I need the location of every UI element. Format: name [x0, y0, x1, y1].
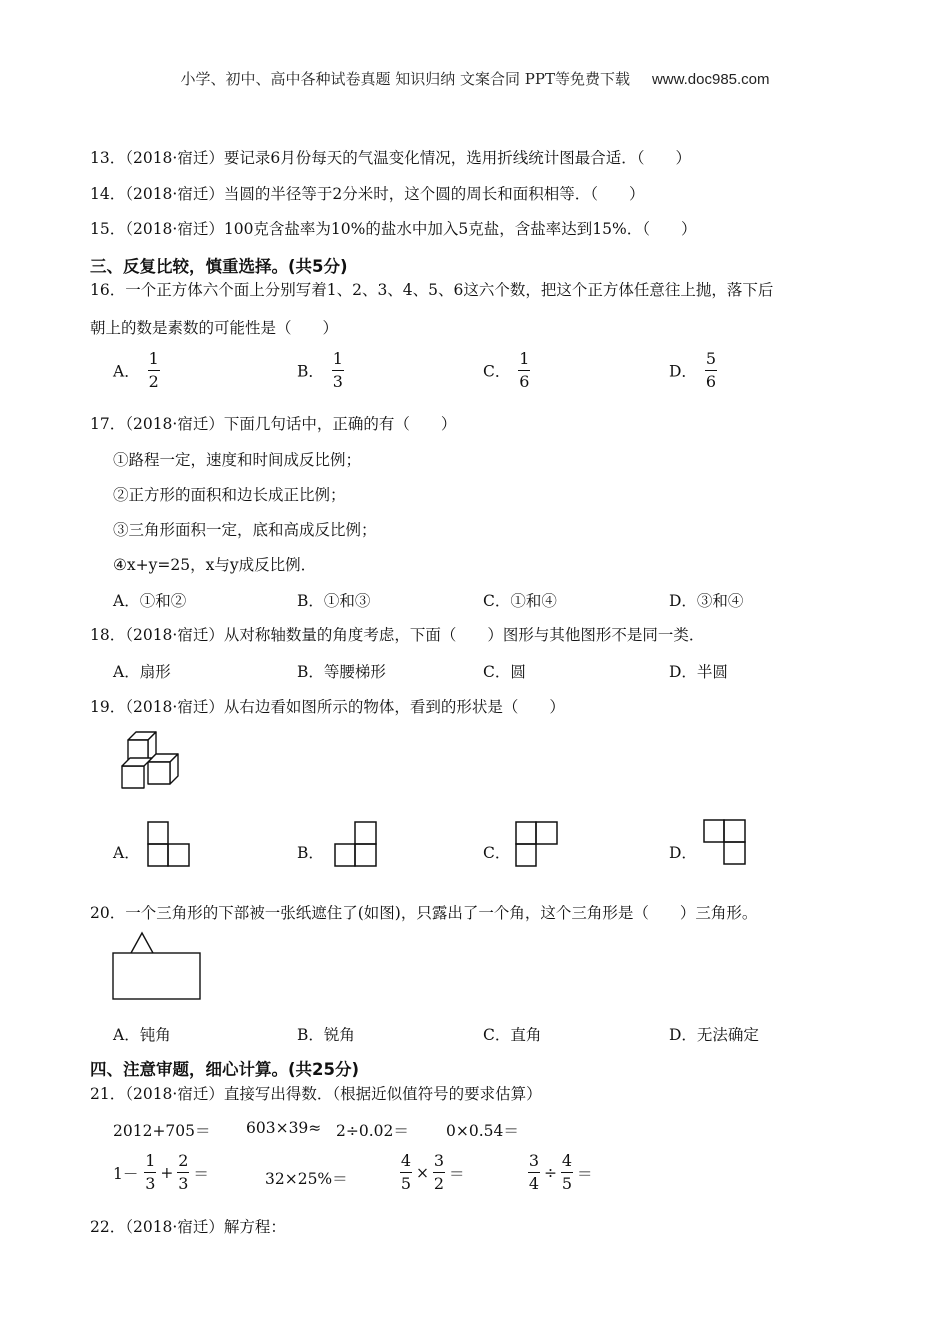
- calc-item-fraction-1: 1－ $\frac{1}{3}$ + $\frac{2}{3}$ ＝: [113, 1151, 209, 1193]
- q20-option-d[interactable]: D．无法确定: [669, 1026, 759, 1044]
- cube-stack-figure: [118, 726, 188, 792]
- q18-option-c[interactable]: C．圆: [483, 663, 526, 681]
- q19-option-a-shape: [146, 820, 192, 868]
- question-13: 13．（2018·宿迁）要记录6月份每天的气温变化情况，选用折线统计图最合适．（ ）: [90, 149, 691, 167]
- q17-statement-1: ①路程一定，速度和时间成反比例；: [113, 451, 362, 469]
- q17-option-b[interactable]: B．①和③: [297, 592, 371, 610]
- calc-item-fraction-4: $\frac{3}{4}$ ÷ $\frac{4}{5}$ ＝: [528, 1151, 593, 1193]
- q16-option-d[interactable]: [669, 350, 717, 391]
- q17-statement-2: ②正方形的面积和边长成正比例；: [113, 486, 346, 504]
- calc-item: 603×39≈: [246, 1119, 322, 1137]
- question-22: 22．（2018·宿迁）解方程：: [90, 1218, 286, 1236]
- q19-option-b[interactable]: B．: [297, 844, 324, 862]
- option-label: D．: [669, 362, 697, 381]
- q19-option-b-shape: [333, 820, 379, 868]
- q17-option-c[interactable]: C．①和④: [483, 592, 557, 610]
- q18-option-d[interactable]: D．半圆: [669, 663, 728, 681]
- page-header: [0, 68, 950, 89]
- fraction: $\frac{5}{6}$: [705, 349, 717, 391]
- q18-option-b[interactable]: B．等腰梯形: [297, 663, 386, 681]
- section-3-title: 三、反复比较，慎重选择。(共5分): [90, 257, 348, 276]
- calc-item-fraction-3: $\frac{4}{5}$ × $\frac{3}{2}$ ＝: [400, 1151, 465, 1193]
- covered-triangle-figure: [111, 931, 203, 1003]
- q17-statement-3: ③三角形面积一定，底和高成反比例；: [113, 521, 377, 539]
- q17-option-a[interactable]: A．①和②: [113, 592, 187, 610]
- option-label: B．: [297, 362, 324, 381]
- q19-option-a[interactable]: A．: [113, 844, 140, 862]
- q17-option-d[interactable]: D．③和④: [669, 592, 744, 610]
- q16-option-c[interactable]: [483, 350, 530, 391]
- calc-item: 2012+705＝: [113, 1122, 211, 1140]
- q16-option-a[interactable]: [113, 350, 160, 391]
- q19-option-d-shape: [702, 818, 748, 866]
- option-label: C．: [483, 362, 511, 381]
- option-label: A．: [113, 362, 140, 381]
- question-18: 18．（2018·宿迁）从对称轴数量的角度考虑，下面（ ）图形与其他图形不是同一类．: [90, 626, 705, 644]
- calc-item-percent: 32×25%＝: [265, 1170, 348, 1188]
- q16-option-b[interactable]: [297, 350, 344, 391]
- fraction: $\frac{1}{3}$: [332, 349, 343, 391]
- q20-option-c[interactable]: C．直角: [483, 1026, 542, 1044]
- question-16-line1: 16．一个正方体六个面上分别写着1、2、3、4、5、6这六个数，把这个正方体任意往上抛，落下后: [90, 281, 774, 299]
- question-17: 17．（2018·宿迁）下面几句话中，正确的有（ ）: [90, 415, 457, 433]
- question-16-line2: 朝上的数是素数的可能性是（ ）: [90, 319, 339, 337]
- header-text: 小学、初中、高中各种试卷真题 知识归纳 文案合同 PPT等免费下载: [180, 70, 630, 88]
- question-20: 20．一个三角形的下部被一张纸遮住了(如图)，只露出了一个角，这个三角形是（ ）三角形。: [90, 904, 758, 922]
- calc-item: 0×0.54＝: [446, 1122, 519, 1140]
- section-4-title: 四、注意审题，细心计算。(共25分): [90, 1060, 360, 1079]
- q20-option-b[interactable]: B．锐角: [297, 1026, 355, 1044]
- q20-option-a[interactable]: A．钝角: [113, 1026, 171, 1044]
- q19-option-c-shape: [514, 820, 560, 868]
- q19-option-d[interactable]: D．: [669, 844, 697, 862]
- question-19: 19．（2018·宿迁）从右边看如图所示的物体，看到的形状是（ ）: [90, 698, 565, 716]
- fraction: $\frac{1}{2}$: [148, 349, 159, 391]
- q17-statement-4: ④x+y=25，x与y成反比例．: [113, 556, 317, 574]
- calc-item: 2÷0.02＝: [336, 1122, 409, 1140]
- q18-option-a[interactable]: A．扇形: [113, 663, 171, 681]
- fraction: $\frac{1}{6}$: [519, 349, 530, 391]
- question-14: 14．（2018·宿迁）当圆的半径等于2分米时，这个圆的周长和面积相等．（ ）: [90, 185, 645, 203]
- q19-option-c[interactable]: C．: [483, 844, 511, 862]
- question-15: 15．（2018·宿迁）100克含盐率为10%的盐水中加入5克盐，含盐率达到15%．（ ）: [90, 220, 697, 238]
- question-21: 21．（2018·宿迁）直接写出得数．（根据近似值符号的要求估算）: [90, 1085, 542, 1103]
- header-url[interactable]: www.doc985.com: [651, 71, 770, 88]
